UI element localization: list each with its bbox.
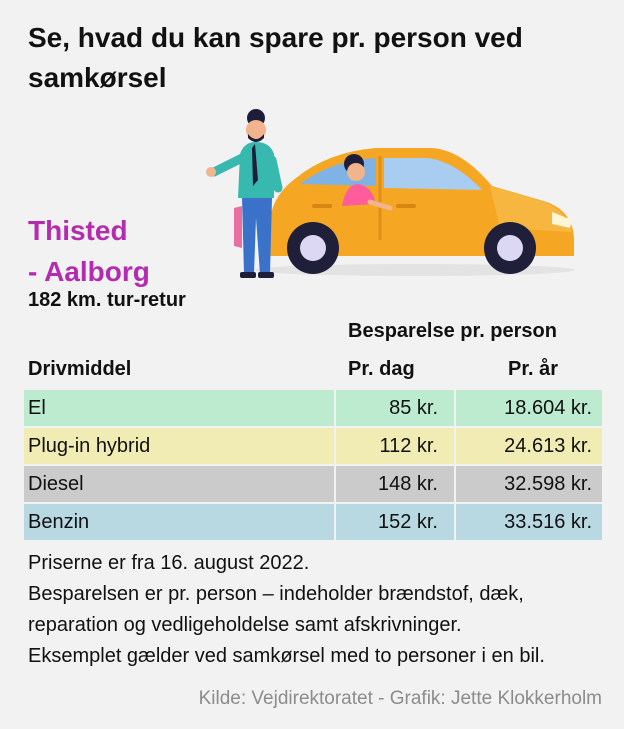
column-header-fuel: Drivmiddel <box>28 358 132 380</box>
route-origin: Thisted <box>28 215 128 246</box>
table-row <box>24 428 602 464</box>
footnotes <box>28 548 618 672</box>
per-day-cell: 152 kr. <box>336 504 454 540</box>
note-savings-contents: Besparelsen er pr. person – indeholder brændstof, dæk, reparation og vedligeholdelse samt afskrivninger. <box>28 583 524 636</box>
fuel-cell: Benzin <box>24 504 334 540</box>
page-title: Se, hvad du kan spare pr. person ved samkørsel <box>28 22 523 93</box>
table-row <box>24 504 602 540</box>
fuel-cell: Plug-in hybrid <box>24 428 334 464</box>
note-price-date: Priserne er fra 16. august 2022. <box>28 552 310 574</box>
per-day-cell: 112 kr. <box>336 428 454 464</box>
column-header-per-day: Pr. dag <box>348 358 415 380</box>
per-year-cell: 32.598 kr. <box>456 466 602 502</box>
route-destination: - Aalborg <box>28 256 150 287</box>
savings-table <box>24 390 602 542</box>
per-day-cell: 85 kr. <box>336 390 454 426</box>
route <box>28 210 150 292</box>
per-year-cell: 33.516 kr. <box>456 504 602 540</box>
fuel-cell: El <box>24 390 334 426</box>
column-header-per-year: Pr. år <box>508 358 559 380</box>
table-row <box>24 466 602 502</box>
per-day-cell: 148 kr. <box>336 466 454 502</box>
note-example: Eksemplet gælder ved samkørsel med to personer i en bil. <box>28 645 545 667</box>
source-credit: Kilde: Vejdirektoratet - Grafik: Jette Klokkerholm <box>198 688 602 709</box>
carpool-illustration <box>200 108 590 283</box>
distance-label: 182 km. tur-retur <box>28 289 186 311</box>
per-year-cell: 18.604 kr. <box>456 390 602 426</box>
table-row <box>24 390 602 426</box>
savings-group-header: Besparelse pr. person <box>348 320 557 342</box>
fuel-cell: Diesel <box>24 466 334 502</box>
per-year-cell: 24.613 kr. <box>456 428 602 464</box>
